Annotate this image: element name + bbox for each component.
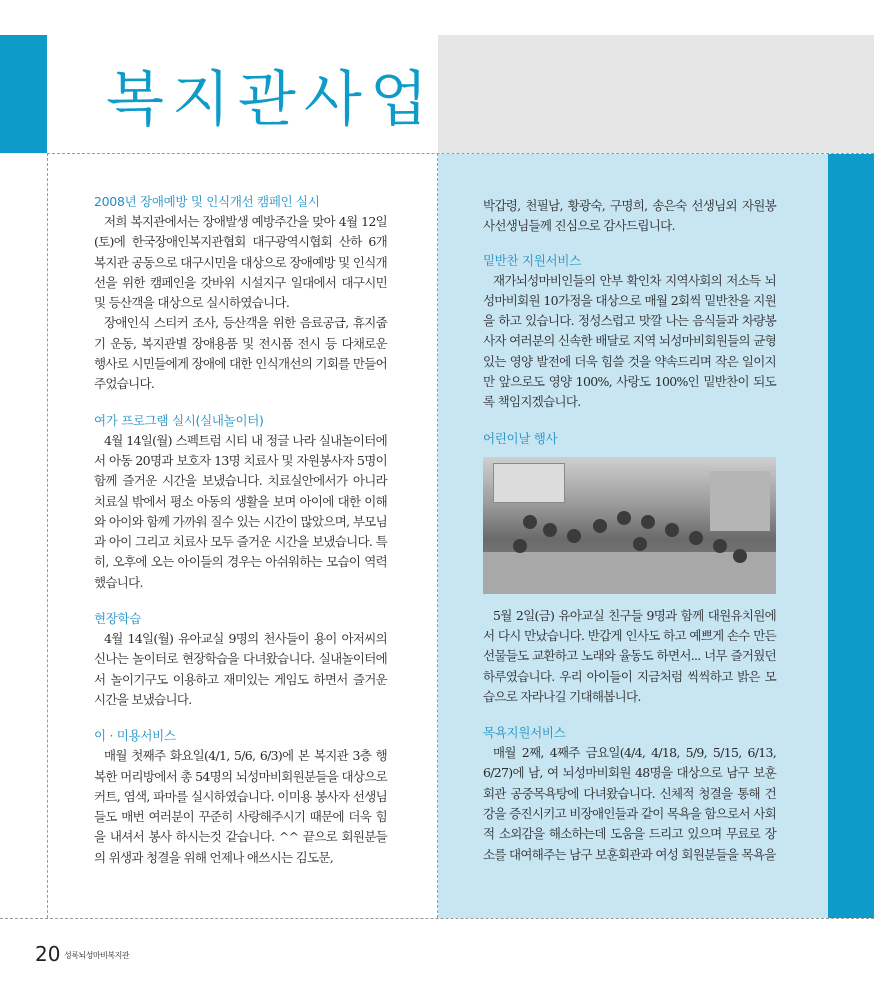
- section-paragraph: 4월 14일(월) 스펙트럼 시티 내 정글 나라 실내놀이터에서 아동 20명과 보호자 13명 치료사 및 자원봉사자 5명이 함께 즐거운 시간을 보냈습니다. 치료실안에서가 아니라 치료실 밖에서 평소 아동의 생활을 보며 아이에 대한 이해와 아이와 함께 가까워 질수 있는 시간이 많았으며, 부모님과 아이 그리고 치료사 모두 즐거운 시간을 보냈습니다. 특히, 오후에 오는 아이들의 경우는 아쉬워하는 모습이 역력했습니다.: [94, 432, 387, 590]
- footer-org-name: 성록뇌성마비복지관: [64, 951, 130, 960]
- divider-left: [47, 153, 48, 918]
- section-title: 목욕지원서비스: [483, 725, 566, 741]
- section-side-dish: [483, 251, 776, 413]
- divider-bottom: [0, 918, 874, 919]
- left-accent-tab: [0, 35, 47, 153]
- page-number: 20: [35, 942, 61, 966]
- section-bath-service: [483, 723, 776, 865]
- section-title: 어린이날 행사: [483, 430, 558, 446]
- section-paragraph: 4월 14일(월) 유아교실 9명의 천사들이 용이 아저씨의 신나는 놀이터로 현장학습을 다녀왔습니다. 실내놀이터에서 놀이기구도 이용하고 재미있는 게임도 하면서 즐거운 시간을 보냈습니다.: [94, 631, 387, 707]
- section-leisure: [94, 411, 387, 593]
- section-paragraph: 5월 2일(금) 유아교실 친구들 9명과 함께 대원유치원에서 다시 만났습니다. 반갑게 인사도 하고 예쁘게 손수 만든 선물들도 교환하고 노래와 율동도 하면서... 너무 즐거웠던 하루였습니다. 우리 아이들이 지금처럼 씩씩하고 밝은 모습으로 자라나길 기대해봅니다.: [483, 607, 776, 704]
- section-field-trip: [94, 609, 387, 710]
- header-gray-block: [438, 35, 874, 153]
- page-title: 복지관사업: [106, 65, 436, 135]
- section-title: 현장학습: [94, 611, 142, 627]
- classroom-photo: [483, 457, 776, 594]
- section-title: 여가 프로그램 실시(실내놀이터): [94, 412, 264, 428]
- section-paragraph: 매월 2째, 4째주 금요일(4/4, 4/18, 5/9, 5/15, 6/13, 6/27)에 남, 여 뇌성마비회원 48명을 대상으로 남구 보훈회관 공중목욕탕에 다녀왔습니다. 신체적 청결을 통해 건강을 증진시키고 비장애인들과 같이 목욕을 함으로서 사회적 소외감을 해소하는데 도움을 드리고 있으며 무료로 장소를 대여해주는 남구 보훈회관과 여성 회원분들을 목욕을: [483, 745, 776, 862]
- section-paragraph: 장애인식 스티커 조사, 등산객을 위한 음료공급, 휴지줍기 운동, 복지관별 장애용품 및 전시품 전시 등 다채로운 행사로 시민들에게 장애에 대한 인식개선의 기회를 만들어 주었습니다.: [94, 315, 387, 392]
- section-title: 이 · 미용서비스: [94, 728, 176, 744]
- section-paragraph: 재가뇌성마비인들의 안부 확인차 지역사회의 저소득 뇌성마비회원 10가정을 대상으로 매월 2회씩 밑반찬을 지원을 하고 있습니다. 정성스럽고 맛깔 나는 음식들과 차량봉사자 여러분의 신속한 배달로 지역 뇌성마비회원들의 균형있는 영양 발전에 더욱 힘쓸 것을 약속드리며 작은 일이지만 앞으로도 영양 100%, 사랑도 100%인 밑반찬이 되도록 책임지겠습니다.: [483, 272, 776, 410]
- right-column: [483, 196, 776, 865]
- section-paragraph: 매월 첫째주 화요일(4/1, 5/6, 6/3)에 본 복지관 3층 행복한 머리방에서 총 54명의 뇌성마비회원분들을 대상으로 커트, 염색, 파마를 실시하였습니다. 이미용 봉사자 선생님들도 매번 여러분이 꾸준히 사랑해주시기 때문에 더욱 힘을 내셔서 봉사 하시는것 같습니다. ^^ 끝으로 회원분들의 위생과 청결을 위해 언제나 애쓰시는 김도문,: [94, 748, 387, 865]
- continuation-paragraph: 박갑령, 천필남, 황광숙, 구명희, 송은숙 선생님외 자원봉사선생님들께 진심으로 감사드립니다.: [483, 198, 776, 234]
- section-title: 밑반찬 지원서비스: [483, 252, 581, 268]
- section-paragraph: 저희 복지관에서는 장애발생 예방주간을 맞아 4월 12일(토)에 한국장애인복지관협회 대구광역시협회 산하 6개 복지관 공동으로 대구시민을 대상으로 장애예방 및 인식개선을 위한 캠페인을 갓바위 시설지구 일대에서 대구시민 및 등산객을 대상으로 실시하였습니다.: [94, 214, 387, 311]
- divider-top: [47, 153, 874, 154]
- section-campaign: [94, 192, 387, 395]
- left-column: [94, 192, 387, 868]
- section-hair-service: [94, 726, 387, 868]
- right-accent-strip: [828, 154, 874, 918]
- section-title: 2008년 장애예방 및 인식개선 캠페인 실시: [94, 194, 320, 209]
- section-childrens-day: [483, 429, 776, 707]
- divider-middle: [437, 153, 438, 918]
